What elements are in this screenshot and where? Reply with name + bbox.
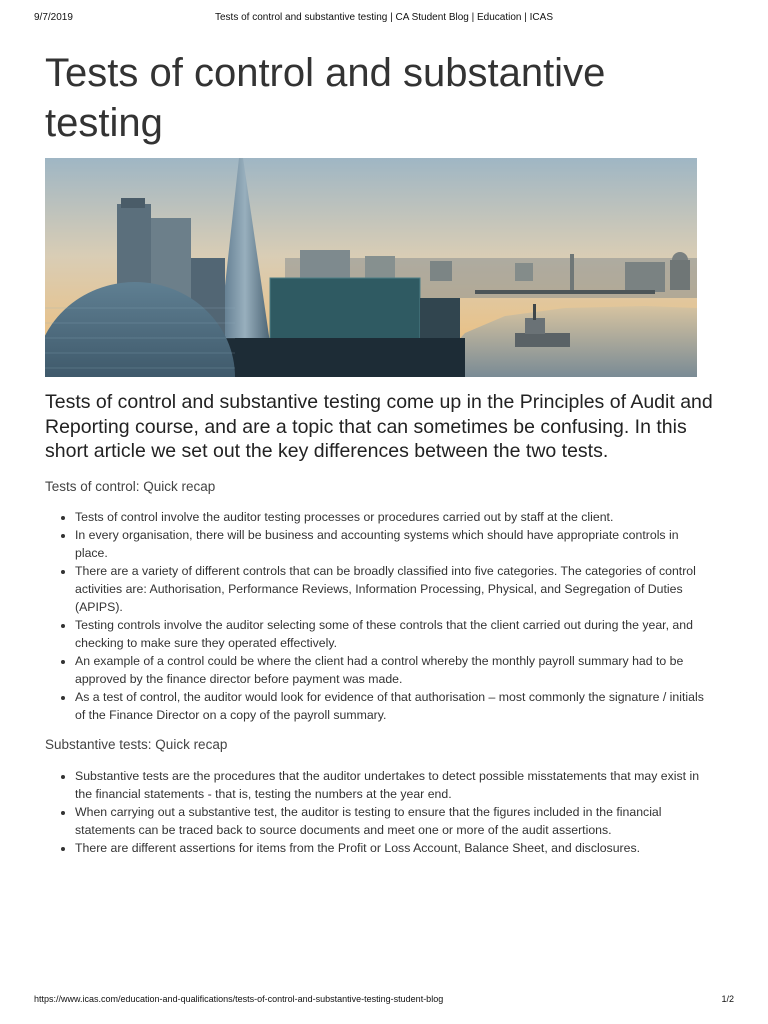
print-url: https://www.icas.com/education-and-qualifications/tests-of-control-and-substantive-testing-student-blog — [34, 994, 444, 1004]
substantive-tests-list — [45, 767, 710, 857]
list-item: • There are different assertions for items from the Profit or Loss Account, Balance Sheet, and disclosures. — [75, 839, 710, 857]
list-item: • Testing controls involve the auditor selecting some of these controls that the client carried out during the year, and checking to make sure they operated effectively. — [75, 616, 710, 652]
print-date: 9/7/2019 — [34, 12, 73, 23]
article — [45, 48, 725, 857]
list-item: • As a test of control, the auditor would look for evidence of that authorisation – most commonly the signature / initials of the Finance Director on a copy of the payroll summary. — [75, 688, 710, 724]
section-heading-tests-of-control: Tests of control: Quick recap — [45, 478, 216, 494]
print-page-number: 1/2 — [721, 994, 734, 1004]
print-header — [34, 12, 734, 26]
list-item: • Substantive tests are the procedures that the auditor undertakes to detect possible misstatements that may exist in the financial statements - that is, testing the numbers at the year end. — [75, 767, 710, 803]
list-item: • In every organisation, there will be business and accounting systems which should have appropriate controls in place. — [75, 526, 710, 562]
list-item: • Tests of control involve the auditor testing processes or procedures carried out by staff at the client. — [75, 508, 710, 526]
list-item: • There are a variety of different controls that can be broadly classified into five categories. The categories of control activities are: Authorisation, Performance Reviews, Information Processing, Physical, and Segregation of Duties (APIPS). — [75, 562, 710, 616]
list-item: • An example of a control could be where the client had a control whereby the monthly payroll summary had to be approved by the finance director before payment was made. — [75, 652, 710, 688]
article-title: Tests of control and substantive testing — [45, 51, 606, 145]
print-page-title: Tests of control and substantive testing | CA Student Blog | Education | ICAS — [215, 12, 553, 23]
hero-image-london-skyline — [45, 158, 697, 377]
list-item: • When carrying out a substantive test, the auditor is testing to ensure that the figures included in the financial statements can be traced back to source documents and meet one or more of the audit assertions. — [75, 803, 710, 839]
section-heading-substantive-tests: Substantive tests: Quick recap — [45, 736, 228, 752]
article-intro: Tests of control and substantive testing come up in the Principles of Audit and Reporting course, and are a topic that can sometimes be confusing. In this short article we set out the key differences between the two tests. — [45, 391, 713, 462]
print-footer — [34, 994, 734, 1008]
tests-of-control-list — [45, 508, 710, 724]
